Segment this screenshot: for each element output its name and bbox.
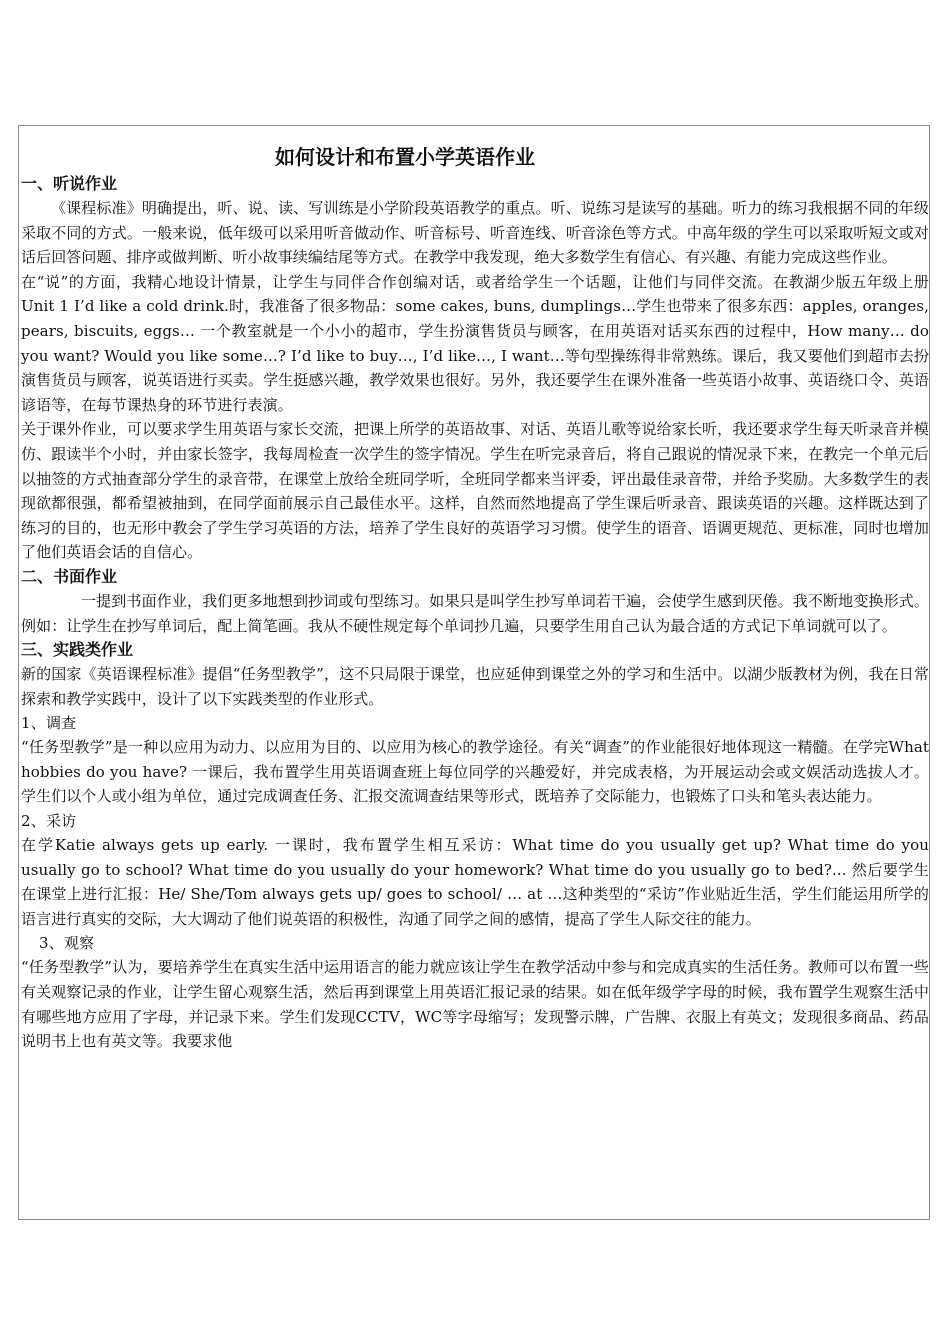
document-title: 如何设计和布置小学英语作业	[275, 145, 535, 169]
paragraph: “任务型教学”认为，要培养学生在真实生活中运用语言的能力就应该让学生在教学活动中参与和完成真实的生活任务。教师可以布置一些有关观察记录的作业，让学生留心观察生活，然后再到课堂上用英语汇报记录的结果。如在低年级学字母的时候，我布置学生观察生活中有哪些地方应用了字母，并记录下来。学生们发现CCTV，WC等字母缩写；发现警示牌，广告牌、衣服上有英文；发现很多商品、药品说明书上也有英文等。我要求他	[21, 958, 929, 1051]
paragraph: 关于课外作业，可以要求学生用英语与家长交流，把课上所学的英语故事、对话、英语儿歌等说给家长听，我还要求学生每天听录音并模仿、跟读半个小时，并由家长签字，我每周检查一次学生的签字情况。学生在听完录音后，将自己跟说的情况录下来，在教完一个单元后以抽签的方式抽查部分学生的录音带，在课堂上放给全班同学听，全班同学都来当评委，评出最佳录音带，并给予奖励。大多数学生的表现欲都很强，都希望被抽到，在同学面前展示自己最佳水平。这样，自然而然地提高了学生课后听录音、跟读英语的兴趣。这样既达到了练习的目的，也无形中教会了学生学习英语的方法，培养了学生良好的英语学习习惯。使学生的语音、语调更规范、更标准，同时也增加了他们英语会话的自信心。	[21, 420, 929, 562]
paragraph: 《课程标准》明确提出，听、说、读、写训练是小学阶段英语教学的重点。听、说练习是读写的基础。听力的练习我根据不同的年级采取不同的方式。一般来说，低年级可以采用听音做动作、听音标号、听音连线、听音涂色等方式。中高年级的学生可以采取听短文或对话后回答问题、排序或做判断、听小故事续编结尾等方式。在教学中我发现，绝大多数学生有信心、有兴趣、有能力完成这些作业。	[21, 199, 929, 267]
subheading-observation: 3、观察	[39, 934, 95, 953]
paragraph: 新的国家《英语课程标准》提倡“任务型教学”，这不只局限于课堂，也应延伸到课堂之外的学习和生活中。以湖少版教材为例，我在日常探索和教学实践中，设计了以下实践类型的作业形式。	[21, 665, 929, 708]
section-heading-written: 二、书面作业	[21, 566, 118, 586]
subheading-interview: 2、采访	[21, 812, 77, 831]
paragraph: 在“说”的方面，我精心地设计情景，让学生与同伴合作创编对话，或者给学生一个话题，让他们与同伴交流。在教湖少版五年级上册Unit 1 I’d like a cold drink.时，我准备了很多物品：some cakes, buns, dumplings…学生也带来了很多东西：apples, oranges, pears, biscuits, eggs… 一个教室就是一个小小的超市，学生扮演售货员与顾客，在用英语对话买东西的过程中，How many… do you want? Would you like some…? I’d like to buy…, I’d like…, I want…等句型操练得非常熟练。课后，我又要他们到超市去扮演售货员与顾客，说英语进行买卖。学生挺感兴趣，教学效果也很好。另外，我还要学生在课外准备一些英语小故事、英语绕口令、英语谚语等，在每节课热身的环节进行表演。	[21, 272, 929, 414]
section-heading-listening-speaking: 一、听说作业	[21, 174, 118, 193]
document-body	[21, 144, 929, 1054]
paragraph: 在学Katie always gets up early. 一课时，我布置学生相互采访：What time do you usually get up? What time do you usually go to school? What time do you usually do your homework? What time do you usually go to bed?... 然后要学生在课堂上进行汇报：He/ She/Tom always gets up/ goes to school/ … at …这种类型的“采访”作业贴近生活，学生们能运用所学的语言进行真实的交际，大大调动了他们说英语的积极性，沟通了同学之间的感情，提高了学生人际交往的能力。	[21, 836, 929, 928]
subheading-survey: 1、调查	[21, 714, 77, 733]
paragraph: 一提到书面作业，我们更多地想到抄词或句型练习。如果只是叫学生抄写单词若干遍，会使学生感到厌倦。我不断地变换形式。例如：让学生在抄写单词后，配上简笔画。我从不硬性规定每个单词抄几遍，只要学生用自己认为最合适的方式记下单词就可以了。	[21, 591, 929, 635]
document-frame	[18, 125, 930, 1220]
section-heading-practice: 三、实践类作业	[21, 640, 134, 660]
paragraph: “任务型教学”是一种以应用为动力、以应用为目的、以应用为核心的教学途径。有关“调查”的作业能很好地体现这一精髓。在学完What hobbies do you have? 一课后，我布置学生用英语调查班上每位同学的兴趣爱好，并完成表格，为开展运动会或文娱活动选拔人才。学生们以个人或小组为单位，通过完成调查任务、汇报交流调查结果等形式，既培养了交际能力，也锻炼了口头和笔头表达能力。	[21, 738, 929, 806]
